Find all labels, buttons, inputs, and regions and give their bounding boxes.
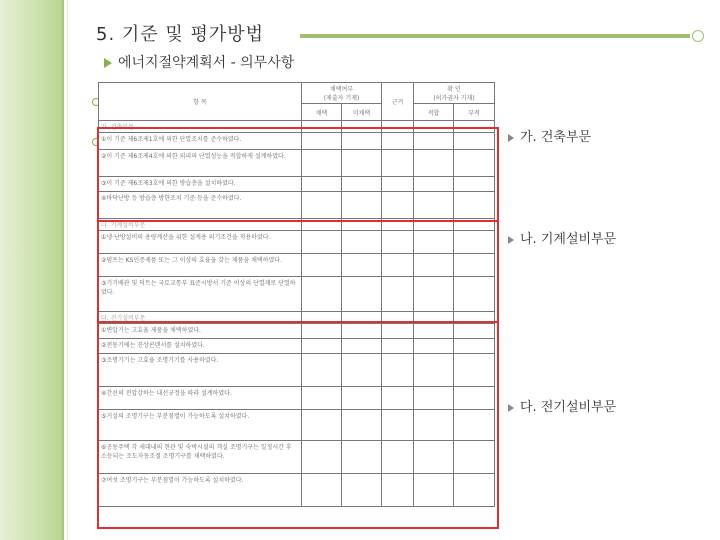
category-electrical [508, 396, 616, 415]
row-item-text: 다. 전기설비부문 [99, 312, 302, 324]
row-item-text: ①냉·난방설비의 용량계산을 위한 설계용 외기조건을 적용하였다. [99, 231, 302, 254]
row-item-text: ②펌프는 KS인증제품 또는 그 이상의 효율을 갖는 제품을 채택하였다. [99, 254, 302, 277]
row-item-text: ①이 기준 제6조제1호에 의한 단열조치를 준수하였다. [99, 133, 302, 150]
header-basis: 근거 [382, 83, 414, 121]
category-label: 나. 기계설비부문 [520, 232, 617, 247]
row-item-text: 가. 건축부문 [99, 121, 302, 133]
row-item-text: ③조명기기는 고효율 조명기기를 사용하였다. [99, 354, 302, 387]
title-rule [300, 34, 690, 38]
row-item-text: ⑦여섯 조명기구는 부분점멸이 가능하도록 설치하였다. [99, 474, 302, 507]
sidebar-divider [62, 0, 64, 540]
header-check: 확 인 (허가권자 기재) [414, 83, 495, 104]
highlight-electrical [97, 321, 499, 529]
header-adopt: 채택여부 (제출자 기재) [302, 83, 382, 104]
row-item-text: ②이 기준 제6조제4호에 의한 외피의 단열성능을 적합하게 설계하였다. [99, 150, 302, 177]
slide-subtitle [104, 52, 294, 72]
sidebar-divider-thin [67, 0, 68, 540]
row-item-text: ⑥공동주택 각 세대내의 현관 및 숙박시설의 객실 조명기구는 일정시간 후 소등되는 조도자동조절 조명기구를 채택하였다. [99, 441, 302, 474]
triangle-icon [508, 236, 514, 244]
header-adopt-no: 미채택 [342, 104, 382, 121]
header-item: 항 목 [99, 83, 302, 121]
sidebar-decoration [0, 0, 62, 540]
header-check-ng: 부적 [454, 104, 495, 121]
row-item-text: ⑤거실의 조명기구는 부분점멸이 가능하도록 설치하였다. [99, 410, 302, 441]
category-label: 가. 건축부문 [520, 130, 592, 145]
bullet-icon [104, 58, 112, 68]
row-item-text: ①변압기는 고효율 제품을 채택하였다. [99, 324, 302, 339]
row-item-text: ④간선의 전압강하는 내선규정을 따라 설계하였다. [99, 387, 302, 410]
triangle-icon [508, 134, 514, 142]
category-mechanical [508, 228, 616, 247]
header-check-ok: 적합 [414, 104, 454, 121]
row-item-text: ②전동기에는 진상콘덴서를 설치하였다. [99, 339, 302, 354]
triangle-icon [508, 404, 514, 412]
highlight-architecture [97, 127, 499, 222]
slide-title: 5. 기준 및 평가방법 [96, 24, 265, 45]
row-item-text: ③기기배관 및 덕트는 국토교통부 표준시방서 기준 이상의 단열재로 단열하였다. [99, 277, 302, 312]
subtitle-text: 에너지절약계획서 - 의무사항 [118, 55, 295, 71]
category-label: 다. 전기설비부문 [520, 400, 617, 415]
row-item-text: ③이 기준 제6조제3호에 의한 방습층을 설치하였다. [99, 177, 302, 192]
row-item-text: 나. 기계설비부문 [99, 219, 302, 231]
highlight-mechanical [97, 220, 499, 323]
title-rule-cap [692, 30, 704, 42]
category-architecture [508, 126, 591, 145]
row-item-text: ④바닥난방 등 방습층 방한조치 기준 등을 준수하였다. [99, 192, 302, 219]
header-adopt-yes: 채택 [302, 104, 342, 121]
